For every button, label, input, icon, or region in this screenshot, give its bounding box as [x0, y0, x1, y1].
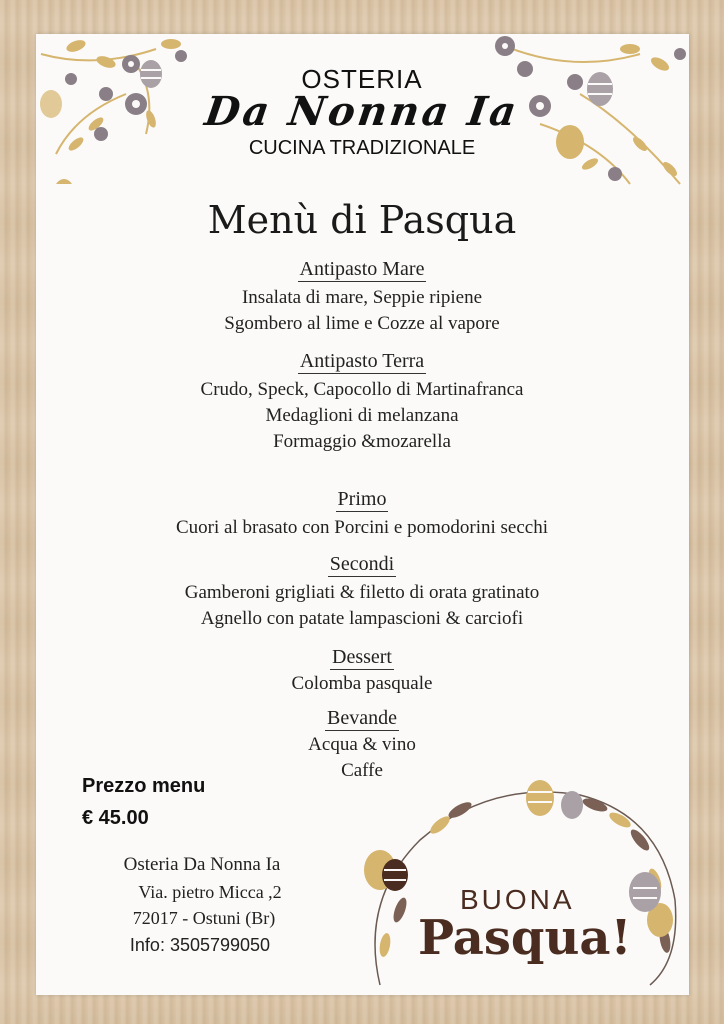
section-title: Bevande — [327, 707, 397, 729]
section-title: Antipasto Terra — [299, 350, 425, 372]
menu-line: Cuori al brasato con Porcini e pomodorini secchi — [176, 517, 548, 538]
section-antipasto-terra — [0, 350, 724, 455]
menu-line: Agnello con patate lampascioni & carciofi — [200, 608, 524, 629]
menu-line: Colomba pasquale — [291, 673, 433, 694]
address-street: Via. pietro Micca ,2 — [138, 882, 282, 902]
section-secondi — [0, 553, 724, 632]
restaurant-name: Da Nonna Ia — [201, 88, 523, 135]
price-value: € 45.00 — [82, 807, 149, 829]
menu-line: Medaglioni di melanzana — [265, 405, 459, 426]
section-primo — [0, 488, 724, 541]
section-title: Primo — [337, 488, 387, 510]
menu-line: Acqua & vino — [308, 734, 416, 755]
menu-line: Caffe — [341, 760, 383, 781]
section-title: Antipasto Mare — [299, 258, 425, 280]
section-title: Secondi — [329, 553, 395, 575]
menu-line: Sgombero al lime e Cozze al vapore — [224, 313, 500, 334]
greeting-pasqua: Pasqua! — [418, 910, 632, 966]
restaurant-label: OSTERIA — [301, 64, 423, 94]
restaurant-tagline: CUCINA TRADIZIONALE — [248, 137, 476, 159]
address-city: 72017 - Ostuni (Br) — [132, 908, 276, 928]
price-label: Prezzo menu — [82, 775, 206, 797]
menu-line: Crudo, Speck, Capocollo di Martinafranca — [200, 379, 524, 400]
section-dessert — [0, 646, 724, 697]
menu-title: Menù di Pasqua — [207, 198, 517, 242]
address-name: Osteria Da Nonna Ia — [123, 854, 281, 875]
menu-line: Insalata di mare, Seppie ripiene — [241, 287, 483, 308]
address-info: Info: 3505799050 — [129, 935, 271, 955]
menu-line: Formaggio &mozarella — [273, 431, 451, 452]
section-antipasto-mare — [0, 258, 724, 337]
section-title: Dessert — [332, 646, 392, 668]
greeting-buona: BUONA — [460, 884, 575, 915]
menu-line: Gamberoni grigliati & filetto di orata gratinato — [184, 582, 540, 603]
